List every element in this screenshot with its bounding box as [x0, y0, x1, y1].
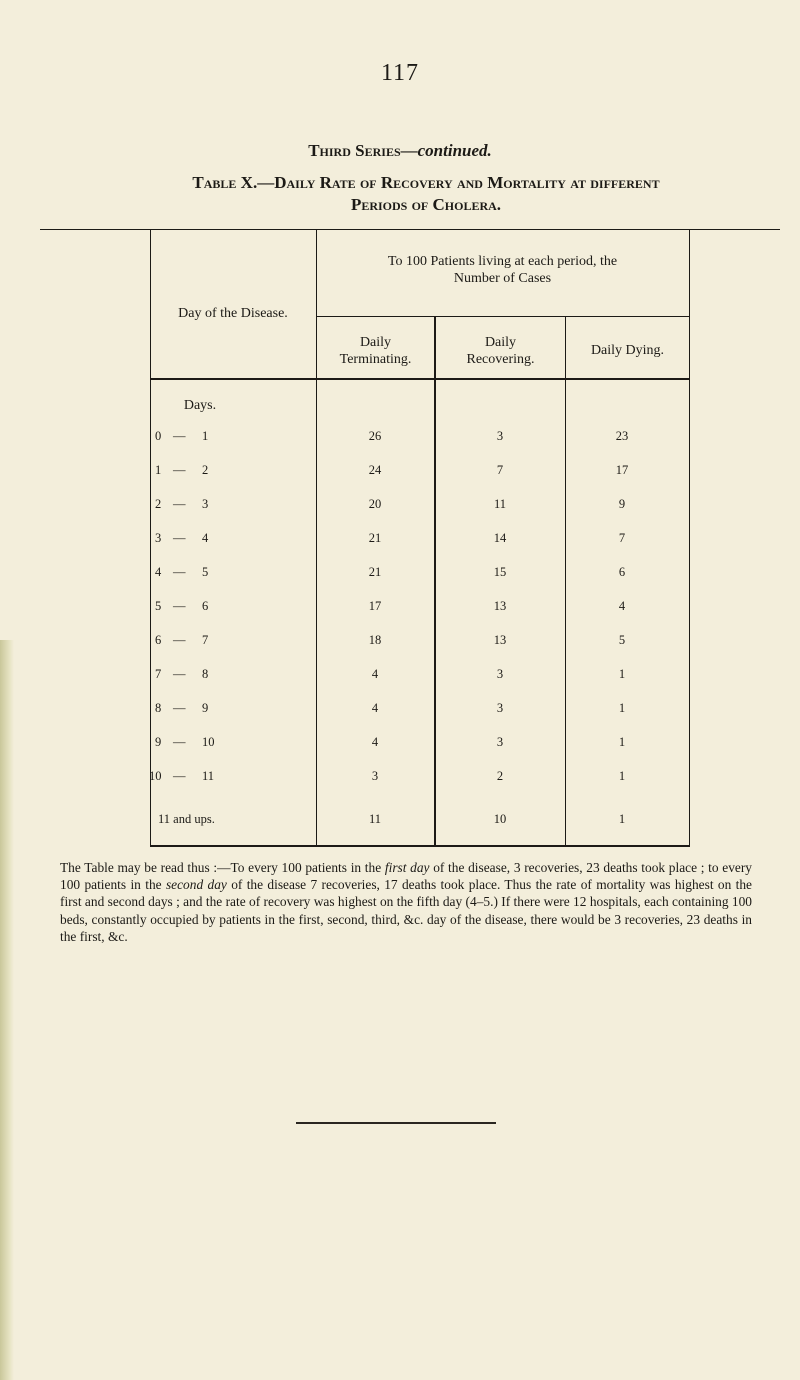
day-sep: —: [173, 701, 186, 715]
day-sep: —: [173, 599, 186, 613]
cell-recovering: 13: [493, 633, 507, 647]
day-sep: —: [173, 429, 186, 443]
table-title-line-2: Periods of Cholera.: [350, 195, 502, 214]
day-from: 5: [155, 599, 162, 613]
day-to: 10: [202, 735, 215, 749]
cell-dying: 7: [618, 531, 626, 545]
day-from: 9: [155, 735, 162, 749]
cell-dying: 5: [618, 633, 626, 647]
cell-terminating: 17: [368, 599, 382, 613]
table-title-line-1: Table X.—Daily Rate of Recovery and Mortality at different: [192, 173, 660, 192]
day-to: 11: [202, 769, 215, 783]
header-daily-recovering: Daily Recovering.: [466, 335, 535, 367]
cell-terminating-last: 11: [368, 812, 382, 826]
day-to: 1: [202, 429, 209, 443]
footer-rule: [296, 1122, 496, 1124]
header-day-of-disease: Day of the Disease.: [178, 306, 288, 321]
cell-dying: 1: [618, 769, 626, 783]
cell-terminating: 24: [368, 463, 382, 477]
page-number: 117: [380, 60, 420, 86]
cell-terminating: 4: [371, 735, 379, 749]
cell-recovering-last: 10: [493, 812, 507, 826]
terminating-column-rule: [434, 316, 436, 846]
cell-terminating: 21: [368, 565, 382, 579]
cell-terminating: 3: [371, 769, 379, 783]
cell-recovering: 3: [496, 735, 504, 749]
header-bottom-rule: [150, 378, 690, 380]
cell-terminating: 20: [368, 497, 382, 511]
cell-dying: 1: [618, 667, 626, 681]
header-daily-terminating: Daily Terminating.: [339, 335, 412, 367]
day-to: 2: [202, 463, 209, 477]
cell-terminating: 4: [371, 667, 379, 681]
cell-dying: 17: [615, 463, 629, 477]
day-sep: —: [173, 531, 186, 545]
day-sep: —: [173, 463, 186, 477]
day-from: 1: [155, 463, 162, 477]
day-from: 4: [155, 565, 162, 579]
day-column-rule: [316, 229, 317, 846]
day-sep: —: [173, 565, 186, 579]
day-to: 4: [202, 531, 209, 545]
cell-terminating: 18: [368, 633, 382, 647]
cell-dying: 23: [615, 429, 629, 443]
cell-dying: 1: [618, 701, 626, 715]
day-sep: —: [173, 769, 186, 783]
table-row-last-day: 11 and ups.: [158, 812, 215, 826]
day-from: 10: [149, 769, 162, 783]
cell-recovering: 13: [493, 599, 507, 613]
day-sep: —: [173, 735, 186, 749]
day-sep: —: [173, 667, 186, 681]
day-to: 8: [202, 667, 209, 681]
table-top-rule: [40, 229, 780, 230]
cell-recovering: 15: [493, 565, 507, 579]
day-from: 2: [155, 497, 162, 511]
table-bottom-rule: [150, 845, 690, 847]
day-sep: —: [173, 633, 186, 647]
cell-recovering: 7: [496, 463, 504, 477]
day-from: 6: [155, 633, 162, 647]
cell-terminating: 4: [371, 701, 379, 715]
cell-recovering: 11: [493, 497, 507, 511]
day-to: 7: [202, 633, 209, 647]
day-from: 7: [155, 667, 162, 681]
recovering-column-rule: [565, 316, 566, 846]
day-from: 0: [155, 429, 162, 443]
cell-recovering: 14: [493, 531, 507, 545]
day-to: 9: [202, 701, 209, 715]
right-border-rule: [689, 229, 690, 846]
header-group-line-2: Number of Cases: [453, 271, 552, 286]
day-from: 3: [155, 531, 162, 545]
cell-recovering: 3: [496, 429, 504, 443]
days-unit-label: Days.: [183, 398, 217, 413]
cell-recovering: 3: [496, 667, 504, 681]
cell-dying: 4: [618, 599, 626, 613]
series-continued: continued.: [417, 141, 492, 160]
header-group-line-1: To 100 Patients living at each period, the: [387, 254, 618, 269]
header-group: [316, 253, 689, 287]
cell-terminating: 21: [368, 531, 382, 545]
subheader-rule: [316, 316, 689, 317]
cell-dying-last: 1: [618, 812, 626, 826]
header-daily-dying: Daily Dying.: [590, 343, 665, 358]
day-from: 8: [155, 701, 162, 715]
day-to: 5: [202, 565, 209, 579]
day-sep: —: [173, 497, 186, 511]
cell-recovering: 3: [496, 701, 504, 715]
day-to: 3: [202, 497, 209, 511]
cell-terminating: 26: [368, 429, 382, 443]
cell-dying: 9: [618, 497, 626, 511]
table-explanation-note: The Table may be read thus :—To every 100 patients in the first day of the disease, 3 recoveries, 23 deaths took place ; to every 100 patients in the second day of the disease 7 recoveries, 17 deaths took place. Thus the rate of mortality was highest on the first and second days ; and the rate of recovery was highest on the fifth day (4–5.) If there were 12 hospitals, each containing 100 beds, constantly occupied by patients in the first, second, third, &c. day of the disease, there would be 3 recoveries, 23 deaths in the first, &c.: [60, 860, 753, 944]
cell-dying: 6: [618, 565, 626, 579]
cell-dying: 1: [618, 735, 626, 749]
series-title: Third Series—: [308, 141, 418, 160]
day-to: 6: [202, 599, 209, 613]
cell-recovering: 2: [496, 769, 504, 783]
